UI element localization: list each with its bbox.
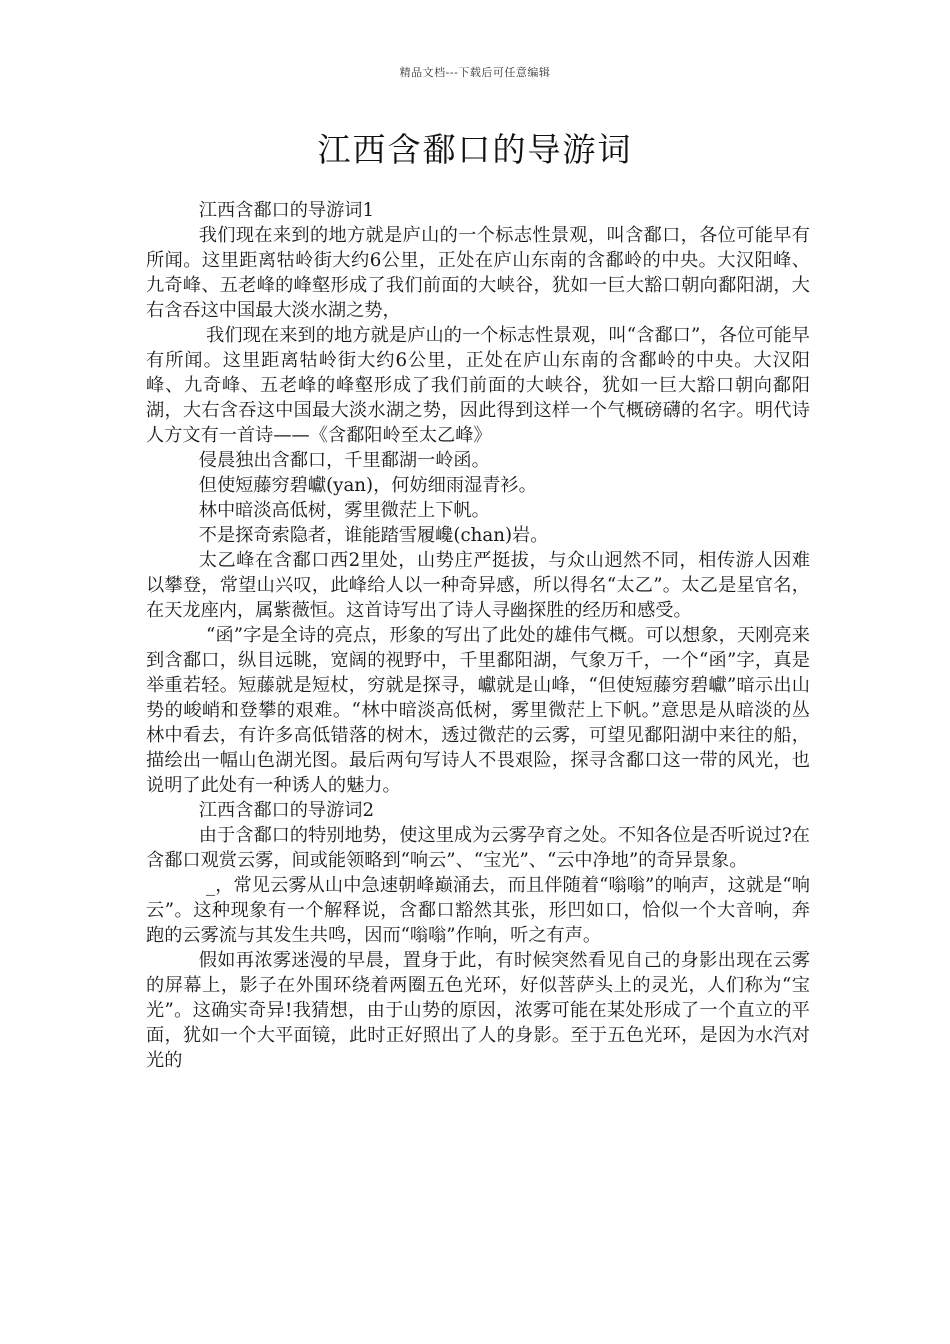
paragraph: _，常见云雾从山中急速朝峰巅涌去，而且伴随着“嗡嗡”的响声，这就是“响云”。这种现象有一个解释说，含鄱口豁然其张，形凹如口，恰似一个大音响，奔跑的云雾流与其发生共鸣，因而“嗡嗡”作响，听之有声。 (146, 875, 810, 946)
paragraph: “函”字是全诗的亮点，形象的写出了此处的雄伟气概。可以想象，天刚亮来到含鄱口，纵目远眺，宽阔的视野中，千里鄱阳湖，气象万千，一个“函”字，真是举重若轻。短藤就是短杖，穷就是探寻，巘就是山峰，“但使短藤穷碧巘”暗示出山势的峻峭和登攀的艰难。“林中暗淡高低树，雾里微茫上下帆。”意思是从暗淡的丛林中看去，有许多高低错落的树木，透过微茫的云雾，可望见鄱阳湖中来往的船，描绘出一幅山色湖光图。最后两句写诗人不畏艰险，探寻含鄱口这一带的风光，也说明了此处有一种诱人的魅力。 (146, 625, 810, 796)
section-heading: 江西含鄱口的导游词1 (198, 200, 375, 221)
poem-line: 林中暗淡高低树，雾里微茫上下帆。 (198, 500, 490, 521)
header-note: 精品文档---下载后可任意编辑 (399, 66, 551, 79)
poem-line: 侵晨独出含鄱口，千里鄱湖一岭函。 (198, 450, 490, 471)
paragraph: 假如再浓雾迷漫的早晨，置身于此，有时候突然看见自己的身影出现在云雾的屏幕上，影子在外围环绕着两圈五色光环，好似菩萨头上的灵光，人们称为“宝光”。这确实奇异!我猜想，由于山势的原因，浓雾可能在某处形成了一个直立的平面，犹如一个大平面镜，此时正好照出了人的身影。至于五色光环，是因为水汽对光的 (146, 950, 810, 1071)
poem-line: 不是探奇索隐者，谁能踏雪履巉(chan)岩。 (198, 525, 549, 546)
paragraph: 我们现在来到的地方就是庐山的一个标志性景观，叫含鄱口，各位可能早有所闻。这里距离牯岭街大约6公里，正处在庐山东南的含鄱岭的中央。大汉阳峰、九奇峰、五老峰的峰壑形成了我们前面的大峡谷，犹如一巨大豁口朝向鄱阳湖，大右含吞这中国最大淡水湖之势， (146, 225, 810, 321)
paragraph: 太乙峰在含鄱口西2里处，山势庄严挺拔，与众山迥然不同，相传游人因难以攀登，常望山兴叹，此峰给人以一种奇异感，所以得名“太乙”。太乙是星官名，在天龙座内，属紫薇恒。这首诗写出了诗人寻幽探胜的经历和感受。 (146, 550, 810, 621)
paragraph: 我们现在来到的地方就是庐山的一个标志性景观，叫“含鄱口”，各位可能早有所闻。这里距离牯岭街大约6公里，正处在庐山东南的含鄱岭的中央。大汉阳峰、九奇峰、五老峰的峰壑形成了我们前面的大峡谷，犹如一巨大豁口朝向鄱阳湖，大右含吞这中国最大淡水湖之势，因此得到这样一个气概磅礴的名字。明代诗人方文有一首诗——《含鄱阳岭至太乙峰》 (146, 325, 810, 446)
section-heading: 江西含鄱口的导游词2 (198, 800, 375, 821)
paragraph: 由于含鄱口的特别地势，使这里成为云雾孕育之处。不知各位是否听说过?在含鄱口观赏云雾，间或能领略到“响云”、“宝光”、“云中净地”的奇异景象。 (146, 825, 810, 871)
poem-line: 但使短藤穷碧巘(yan)，何妨细雨湿青衫。 (198, 475, 537, 496)
page-title: 江西含鄱口的导游词 (317, 130, 633, 169)
article-body (146, 198, 810, 1073)
